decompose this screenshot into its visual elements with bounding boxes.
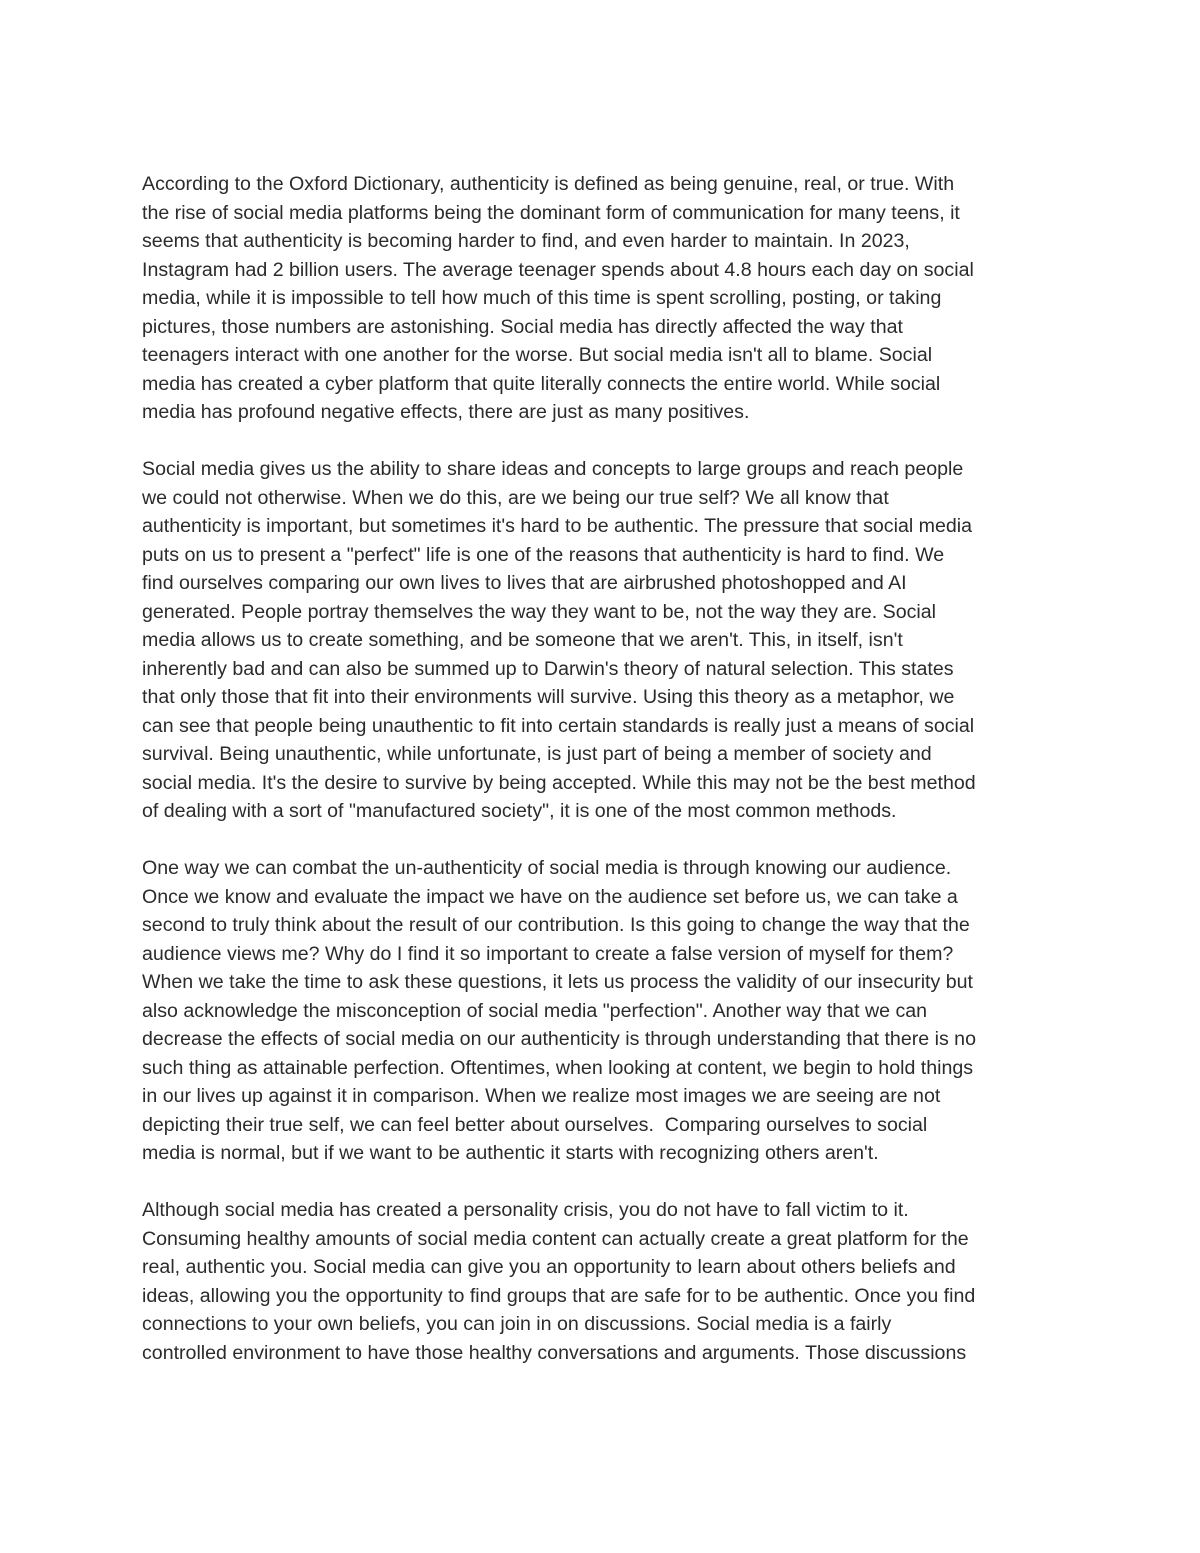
text-line: According to the Oxford Dictionary, authenticity is defined as being genuine, real, or true. With	[142, 173, 955, 195]
text-line: media has profound negative effects, there are just as many positives.	[142, 401, 750, 423]
text-line: media has created a cyber platform that quite literally connects the entire world. While social	[142, 372, 941, 395]
text-line: media is normal, but if we want to be authentic it starts with recognizing others aren't.	[142, 1142, 879, 1164]
text-line: can see that people being unauthentic to fit into certain standards is really just a means of social	[142, 714, 975, 737]
text-line: second to truly think about the result of our contribution. Is this going to change the way that the	[142, 914, 970, 936]
text-line: the rise of social media platforms being the dominant form of communication for many teens, it	[142, 201, 960, 224]
text-line: social media. It's the desire to survive by being accepted. While this may not be the best method	[142, 771, 976, 794]
text-line: pictures, those numbers are astonishing. Social media has directly affected the way that	[142, 315, 903, 338]
text-line: authenticity is important, but sometimes it's hard to be authentic. The pressure that social media	[142, 515, 972, 537]
text-line: decrease the effects of social media on our authenticity is through understanding that there is no	[142, 1028, 976, 1050]
text-line: One way we can combat the un-authenticity of social media is through knowing our audience.	[142, 857, 952, 879]
text-line: of dealing with a sort of "manufactured society", it is one of the most common methods.	[142, 800, 897, 822]
text-line: we could not otherwise. When we do this, are we being our true self? We all know that	[142, 486, 889, 509]
paragraph-3	[142, 854, 1072, 1168]
text-line: in our lives up against it in comparison. When we realize most images we are seeing are not	[142, 1085, 941, 1107]
text-line: generated. People portray themselves the way they want to be, not the way they are. Social	[142, 600, 937, 623]
text-line: audience views me? Why do I find it so important to create a false version of myself for them?	[142, 942, 954, 965]
text-line: depicting their true self, we can feel better about ourselves. Comparing ourselves to social	[142, 1113, 928, 1136]
text-line: Once we know and evaluate the impact we have on the audience set before us, we can take a	[142, 885, 958, 908]
text-line: inherently bad and can also be summed up to Darwin's theory of natural selection. This states	[142, 657, 954, 680]
text-line: that only those that fit into their environments will survive. Using this theory as a metaphor, we	[142, 686, 955, 708]
text-line: ideas, allowing you the opportunity to find groups that are safe for to be authentic. Once you find	[142, 1284, 976, 1307]
text-line: survival. Being unauthentic, while unfortunate, is just part of being a member of society and	[142, 743, 932, 765]
text-line: When we take the time to ask these questions, it lets us process the validity of our insecurity but	[142, 971, 973, 993]
text-line: seems that authenticity is becoming harder to find, and even harder to maintain. In 2023,	[142, 230, 910, 252]
text-line: controlled environment to have those healthy conversations and arguments. Those discussions	[142, 1341, 967, 1364]
text-line: connections to your own beliefs, you can join in on discussions. Social media is a fairly	[142, 1313, 892, 1335]
text-line: Social media gives us the ability to share ideas and concepts to large groups and reach people	[142, 458, 964, 480]
text-line: media allows us to create something, and be someone that we aren't. This, in itself, isn't	[142, 629, 903, 651]
document-body	[142, 170, 1072, 1396]
paragraph-2	[142, 455, 1072, 826]
paragraph-1	[142, 170, 1072, 427]
text-line: Instagram had 2 billion users. The average teenager spends about 4.8 hours each day on social	[142, 258, 974, 281]
text-line: also acknowledge the misconception of social media "perfection". Another way that we can	[142, 999, 928, 1022]
paragraph-4	[142, 1196, 1072, 1367]
text-line: Although social media has created a personality crisis, you do not have to fall victim to it.	[142, 1199, 909, 1221]
text-line: find ourselves comparing our own lives to lives that are airbrushed photoshopped and AI	[142, 572, 907, 594]
text-line: real, authentic you. Social media can give you an opportunity to learn about others beliefs and	[142, 1256, 956, 1278]
text-line: puts on us to present a "perfect" life is one of the reasons that authenticity is hard to find. We	[142, 543, 945, 566]
text-line: such thing as attainable perfection. Oftentimes, when looking at content, we begin to hold things	[142, 1056, 974, 1079]
text-line: teenagers interact with one another for the worse. But social media isn't all to blame. Social	[142, 344, 933, 366]
text-line: Consuming healthy amounts of social media content can actually create a great platform for the	[142, 1227, 969, 1250]
text-line: media, while it is impossible to tell how much of this time is spent scrolling, posting, or taking	[142, 287, 942, 309]
